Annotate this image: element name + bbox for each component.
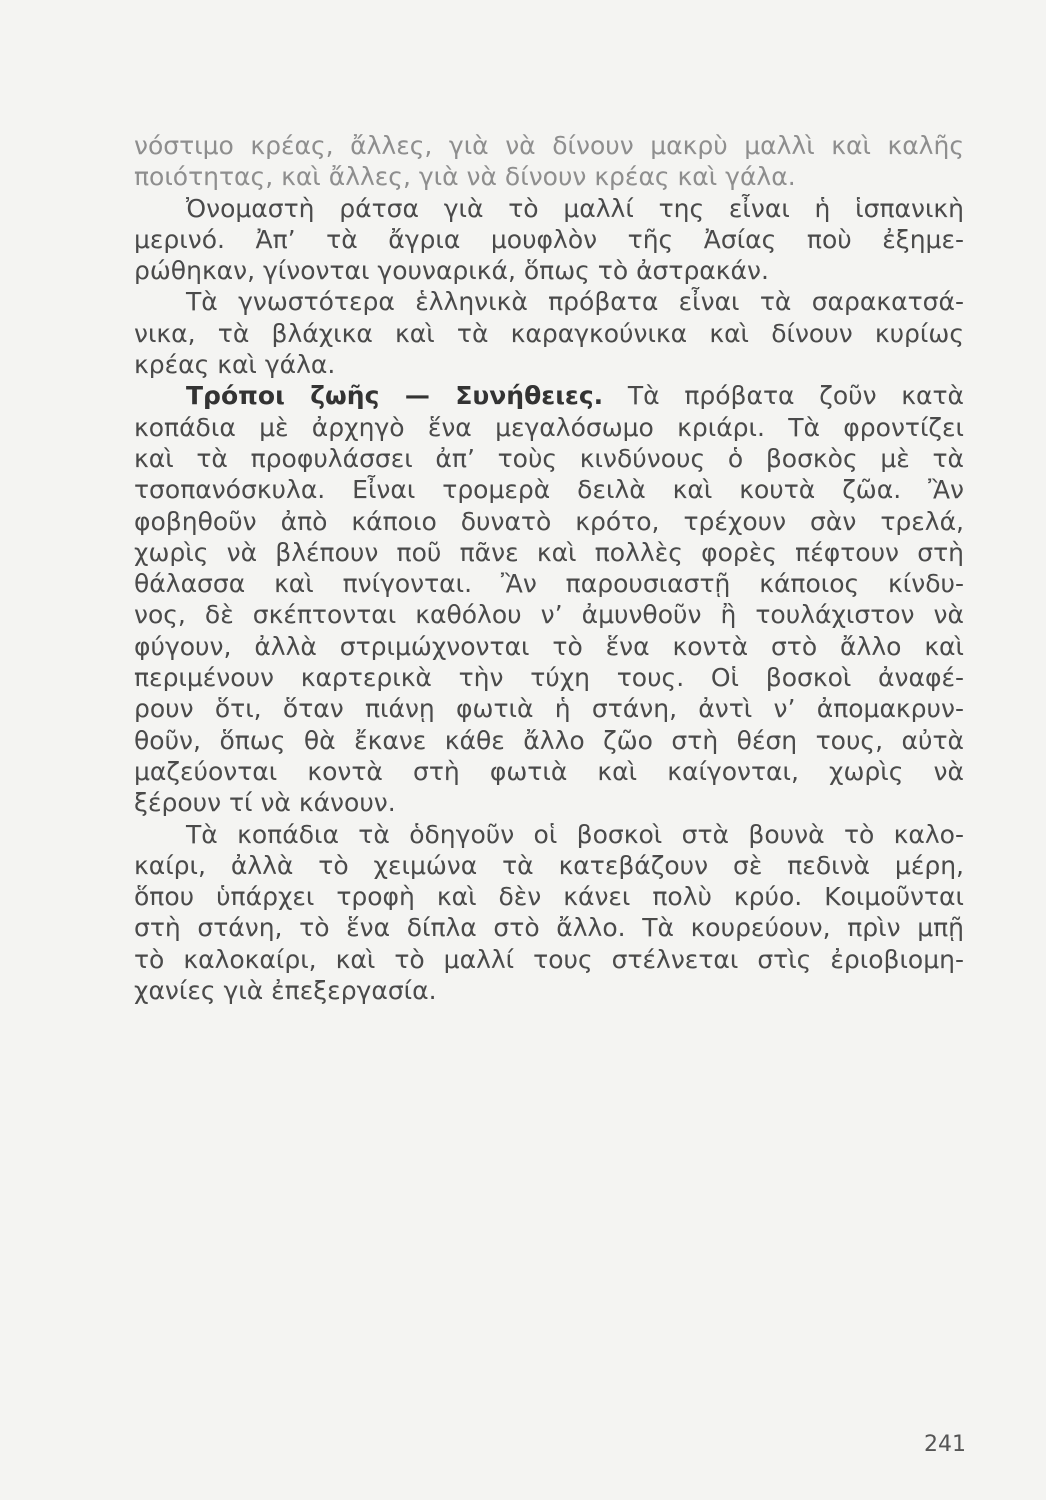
text-body (134, 130, 964, 1006)
text-line-21: μαζεύονται κοντὰ στὴ φωτιὰ καὶ καίγονται, χωρὶς νὰ (134, 756, 964, 786)
text-line-25: ὅπου ὑπάρχει τροφὴ καὶ δὲν κάνει πολὺ κρύο. Κοιμοῦνται (134, 882, 964, 912)
text-line-19: ρουν ὅτι, ὅταν πιάνῃ φωτιὰ ἡ στάνη, ἀντὶ ν’ ἀπομακρυν- (134, 694, 964, 724)
page-number: 241 (924, 1432, 966, 1457)
text-line-13: φοβηθοῦν ἀπὸ κάποιο δυνατὸ κρότο, τρέχουν σὰν τρελά, (134, 506, 964, 536)
text-line-14: χωρὶς νὰ βλέπουν ποῦ πᾶνε καὶ πολλὲς φορὲς πέφτουν στὴ (134, 537, 964, 567)
text-line-3: Ὀνομαστὴ ράτσα γιὰ τὸ μαλλί της εἶναι ἡ ἱσπανικὴ (186, 193, 964, 223)
text-line-26: στὴ στάνη, τὸ ἕνα δίπλα στὸ ἄλλο. Τὰ κουρεύουν, πρὶν μπῇ (134, 913, 964, 943)
text-line-11: καὶ τὰ προφυλάσσει ἀπ’ τοὺς κινδύνους ὁ βοσκὸς μὲ τὰ (134, 443, 964, 473)
text-line-1: νόστιμο κρέας, ἄλλες, γιὰ νὰ δίνουν μακρὺ μαλλὶ καὶ καλῆς (134, 131, 964, 160)
text-line-8: κρέας καὶ γάλα. (134, 350, 336, 380)
text-line-23: Τὰ κοπάδια τὰ ὁδηγοῦν οἱ βοσκοὶ στὰ βουνὰ τὸ καλο- (186, 819, 964, 849)
text-line-24: καίρι, ἀλλὰ τὸ χειμώνα τὰ κατεβάζουν σὲ πεδινὰ μέρη, (134, 850, 964, 880)
text-line-15: θάλασσα καὶ πνίγονται. Ἂν παρουσιαστῇ κάποιος κίνδυ- (134, 569, 964, 599)
text-line-5: ρώθηκαν, γίνονται γουναρικά, ὅπως τὸ ἀστρακάν. (134, 256, 769, 286)
text-line-6: Τὰ γνωστότερα ἑλληνικὰ πρόβατα εἶναι τὰ σαρακατσά- (186, 287, 964, 317)
text-line-12: τσοπανόσκυλα. Εἶναι τρομερὰ δειλὰ καὶ κουτὰ ζῶα. Ἂν (134, 475, 964, 505)
text-line-20: θοῦν, ὅπως θὰ ἔκανε κάθε ἄλλο ζῶο στὴ θέση τους, αὐτὰ (134, 725, 964, 755)
text-line-28: χανίες γιὰ ἐπεξεργασία. (134, 976, 437, 1006)
text-line-18: περιμένουν καρτερικὰ τὴν τύχη τους. Οἱ βοσκοὶ ἀναφέ- (134, 663, 964, 693)
text-line-4: μερινό. Ἀπ’ τὰ ἄγρια μουφλὸν τῆς Ἀσίας ποὺ ἐξημε- (134, 224, 964, 254)
section-heading: Τρόποι ζωῆς — Συνήθειες. (186, 381, 604, 411)
text-line-22: ξέρουν τί νὰ κάνουν. (134, 788, 396, 818)
text-line-16: νος, δὲ σκέπτονται καθόλου ν’ ἀμυνθοῦν ἢ τουλάχιστον νὰ (134, 600, 964, 630)
text-line-27: τὸ καλοκαίρι, καὶ τὸ μαλλί τους στέλνεται στὶς ἐριοβιομη- (134, 944, 964, 974)
text-line-7: νικα, τὰ βλάχικα καὶ τὰ καραγκούνικα καὶ δίνουν κυρίως (134, 318, 964, 348)
text-line-2: ποιότητας, καὶ ἄλλες, γιὰ νὰ δίνουν κρέας καὶ γάλα. (134, 162, 796, 192)
text-line-10: κοπάδια μὲ ἀρχηγὸ ἕνα μεγαλόσωμο κριάρι. Τὰ φροντίζει (134, 412, 964, 442)
text-line-17: φύγουν, ἀλλὰ στριμώχνονται τὸ ἕνα κοντὰ στὸ ἄλλο καὶ (134, 631, 964, 661)
text-line-9: Τρόποι ζωῆς — Συνήθειες. Τὰ πρόβατα ζοῦν κατὰ (186, 381, 964, 411)
